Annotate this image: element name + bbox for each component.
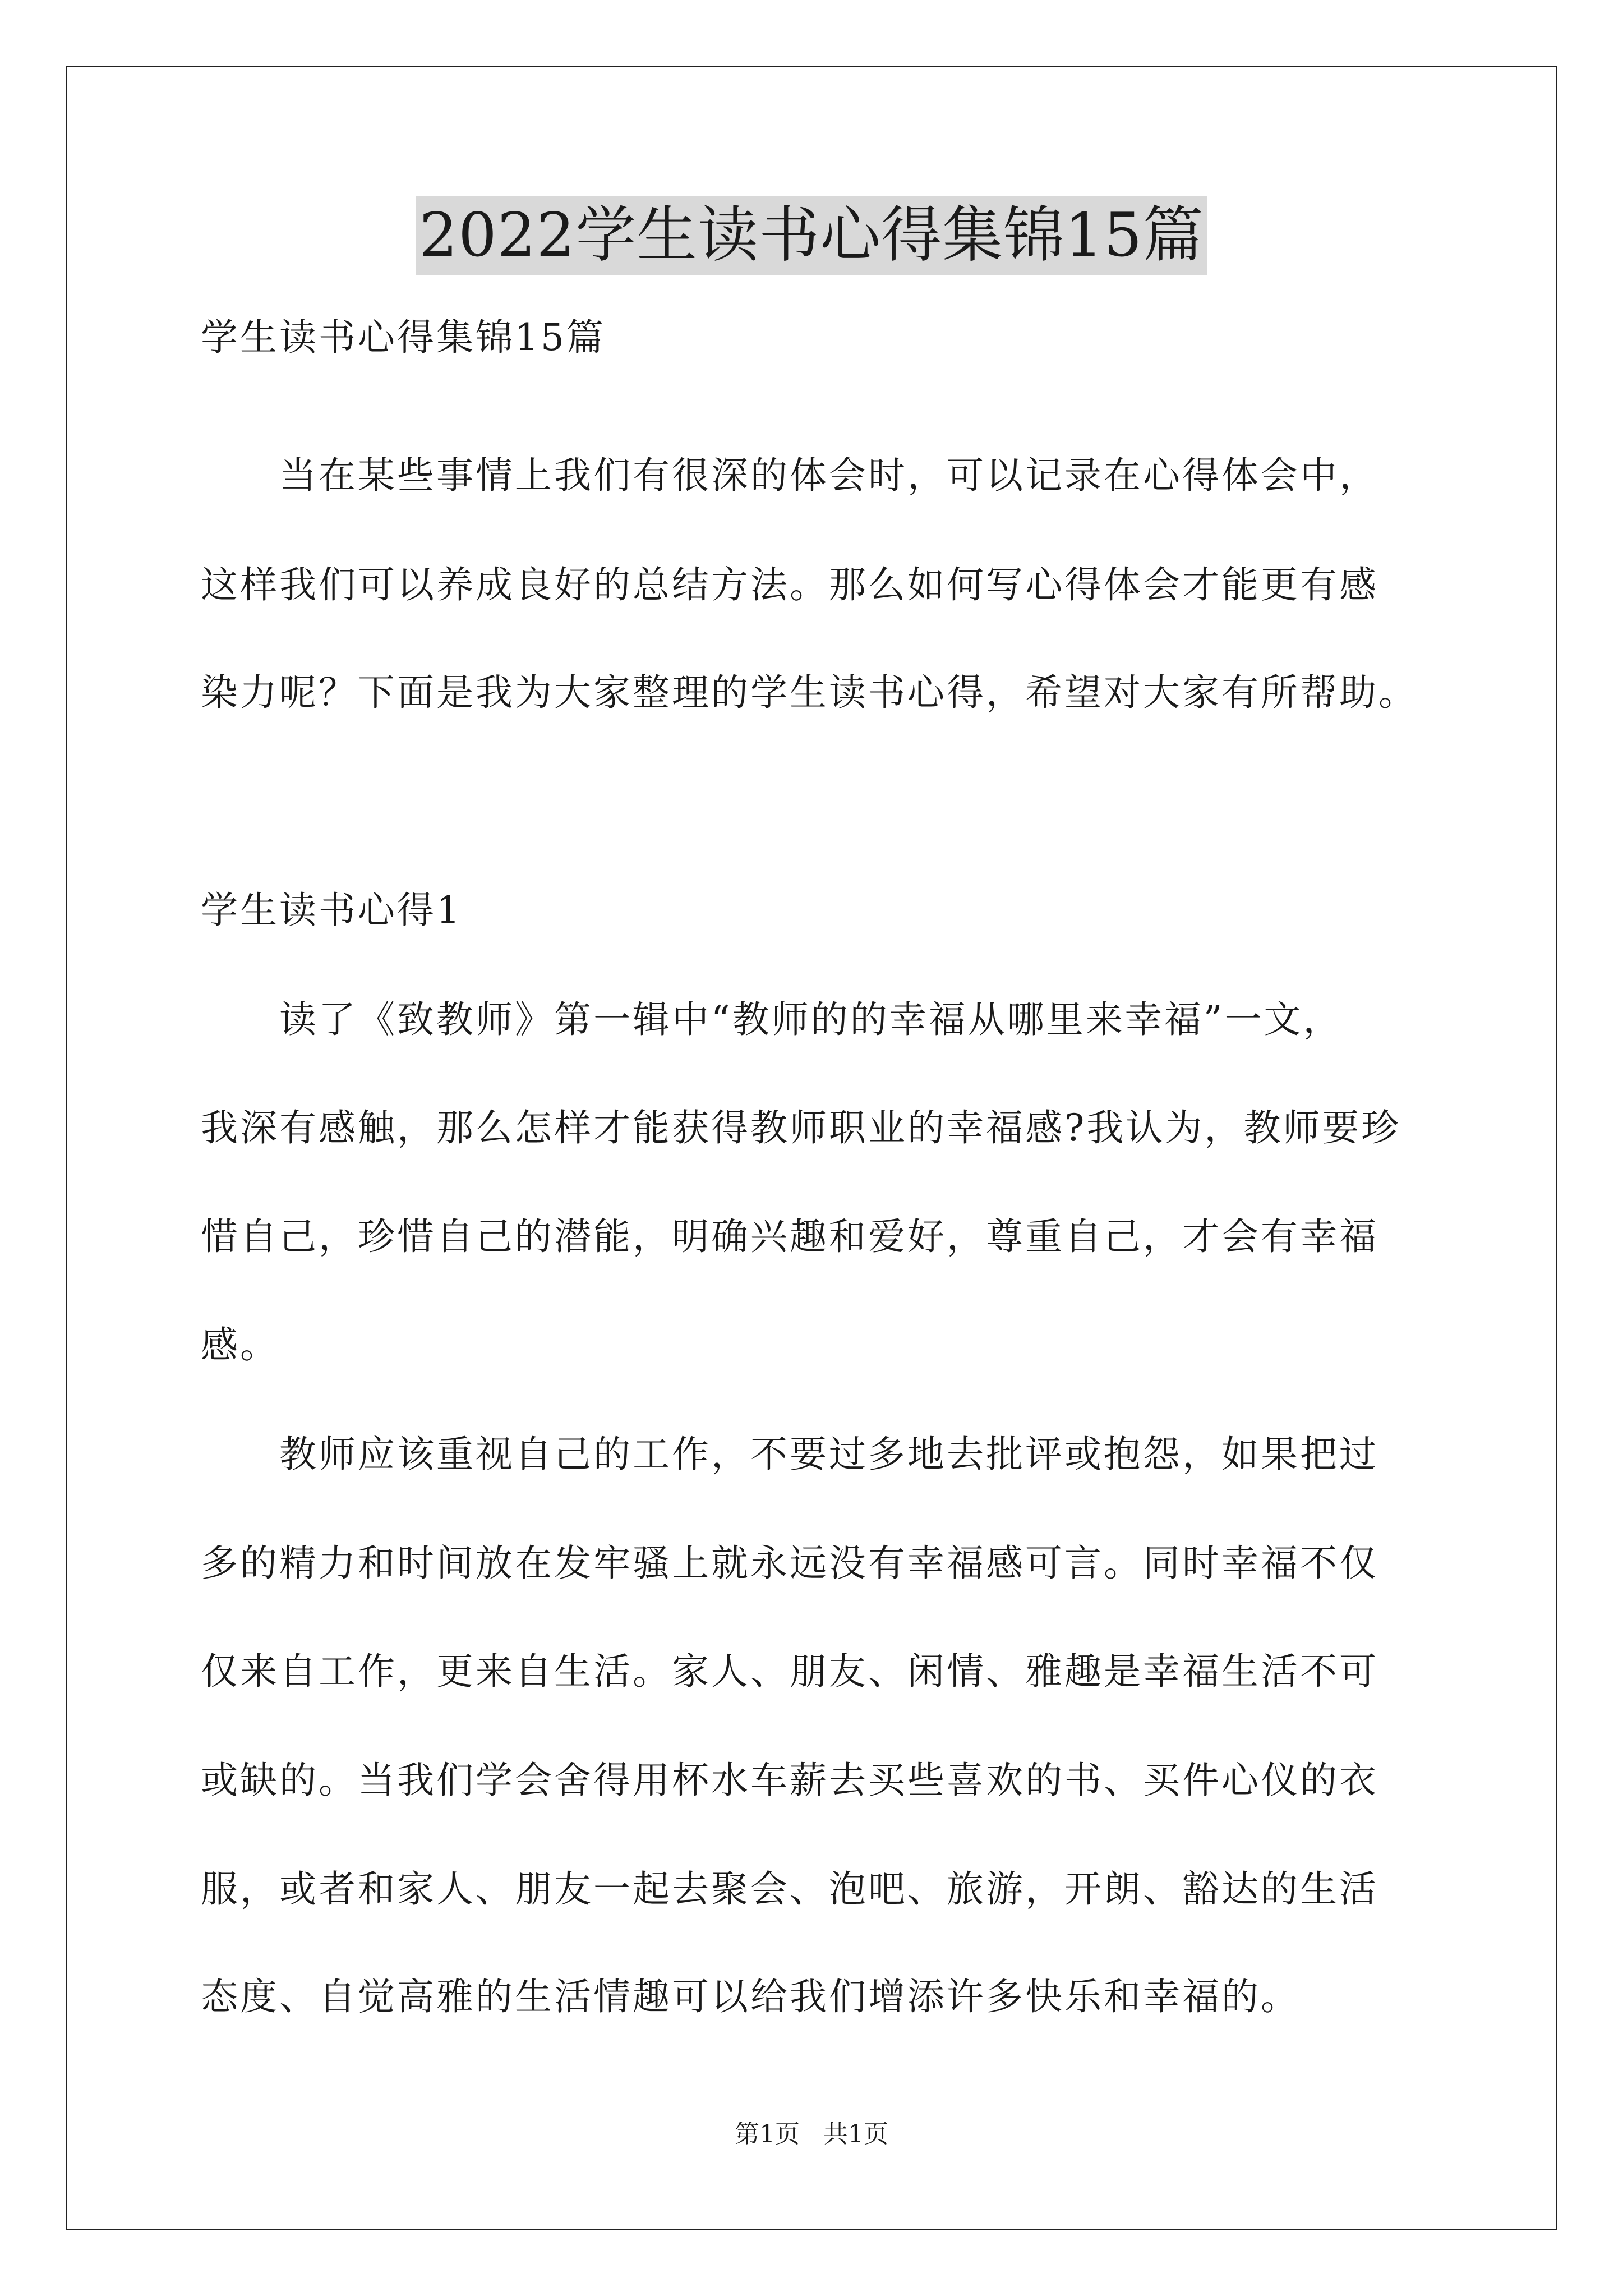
paragraph2-line-3: 仅来自工作，更来自生活。家人、朋友、闲情、雅趣是幸福生活不可 [201,1650,1378,1693]
page-number-total: 共1页 [823,2120,888,2148]
intro-line-3: 染力呢？下面是我为大家整理的学生读书心得，希望对大家有所帮助。 [201,671,1418,714]
paragraph2-line-1: 教师应该重视自己的工作，不要过多地去批评或抱怨，如果把过 [201,1433,1378,1476]
paragraph2-line-5: 服，或者和家人、朋友一起去聚会、泡吧、旅游，开朗、豁达的生活 [201,1867,1378,1911]
paragraph1-line-2: 我深有感触，那么怎样才能获得教师职业的幸福感?我认为，教师要珍 [201,1106,1401,1149]
paragraph2-line-4: 或缺的。当我们学会舍得用杯水车薪去买些喜欢的书、买件心仪的衣 [201,1759,1378,1802]
page-number-current: 第1页 [735,2120,800,2148]
paragraph1-line-4: 感。 [201,1323,279,1366]
document-title: 2022学生读书心得集锦15篇 [416,196,1207,275]
paragraph1-line-1: 读了《致教师》第一辑中“教师的的幸福从哪里来幸福”一文， [201,998,1343,1041]
intro-line-1: 当在某些事情上我们有很深的体会时，可以记录在心得体会中， [201,454,1378,497]
page-footer [0,2118,1623,2151]
title-container [0,196,1623,275]
intro-line-2: 这样我们可以养成良好的总结方法。那么如何写心得体会才能更有感 [201,563,1378,606]
section-heading: 学生读书心得1 [201,889,462,932]
paragraph1-line-3: 惜自己，珍惜自己的潜能，明确兴趣和爱好，尊重自己，才会有幸福 [201,1215,1378,1258]
document-subtitle: 学生读书心得集锦15篇 [201,316,606,359]
paragraph2-line-6: 态度、自觉高雅的生活情趣可以给我们增添许多快乐和幸福的。 [201,1975,1300,2018]
paragraph2-line-2: 多的精力和时间放在发牢骚上就永远没有幸福感可言。同时幸福不仅 [201,1542,1378,1585]
